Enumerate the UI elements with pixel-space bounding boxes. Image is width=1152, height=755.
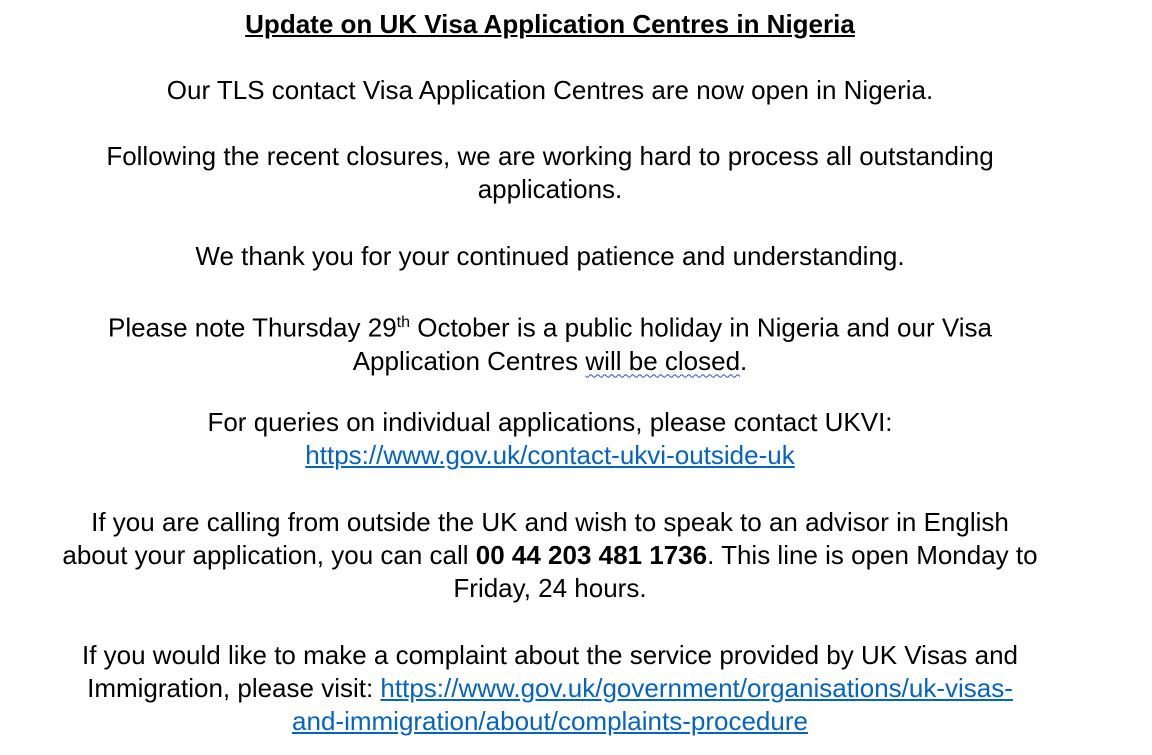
- contact-ukvi-link[interactable]: https://www.gov.uk/contact-ukvi-outside-uk: [305, 440, 795, 470]
- calling-text-line1: If you are calling from outside the UK and wish to speak to an advisor in English: [91, 507, 1009, 537]
- queries-link-line: [0, 439, 1100, 472]
- calling-text-line2: [0, 539, 1100, 572]
- holiday-line2-pre: Application Centres: [352, 345, 586, 376]
- complaint-line2-pre: Immigration, please visit:: [87, 673, 381, 703]
- calling-line2-post: . This line is open Monday to: [707, 540, 1038, 570]
- holiday-text-pre: Please note Thursday 29: [108, 312, 397, 343]
- complaints-procedure-link-part1[interactable]: https://www.gov.uk/government/organisations/uk-visas-: [380, 673, 1013, 703]
- calling-text-line3: Friday, 24 hours.: [453, 573, 647, 603]
- holiday-text-post: October is a public holiday in Nigeria and our Visa: [410, 312, 992, 343]
- paragraph-complaint: [0, 639, 1100, 738]
- phone-number: 00 44 203 481 1736: [475, 540, 708, 570]
- paragraph-calling: [0, 506, 1100, 605]
- complaint-text-line1: If you would like to make a complaint about the service provided by UK Visas and: [81, 640, 1019, 670]
- complaints-procedure-link-part2[interactable]: and-immigration/about/complaints-procedure: [292, 706, 808, 736]
- complaint-text-line3: [0, 705, 1100, 738]
- thanks-text: We thank you for your continued patience and understanding.: [195, 241, 905, 271]
- open-status-text: Our TLS contact Visa Application Centres are now open in Nigeria.: [166, 75, 934, 105]
- closures-text-line2: applications.: [477, 174, 623, 204]
- paragraph-holiday: [0, 306, 1100, 378]
- holiday-text-line1: [0, 306, 1100, 345]
- holiday-line2-end: .: [740, 345, 748, 376]
- page-title: Update on UK Visa Application Centres in Nigeria: [245, 9, 855, 39]
- holiday-date-suffix: th: [396, 314, 410, 331]
- paragraph-open-status: [0, 74, 1100, 107]
- calling-line2-pre: about your application, you can call: [62, 540, 476, 570]
- paragraph-queries: [0, 406, 1100, 472]
- closed-grammar-mark: will be closed: [585, 345, 741, 376]
- queries-text: For queries on individual applications, please contact UKVI:: [207, 407, 893, 437]
- complaint-text-line2: [0, 672, 1100, 705]
- holiday-text-line2: [0, 345, 1100, 378]
- paragraph-thanks: [0, 240, 1100, 273]
- closures-text-line1: Following the recent closures, we are working hard to process all outstanding: [106, 141, 994, 171]
- paragraph-closures: [0, 140, 1100, 206]
